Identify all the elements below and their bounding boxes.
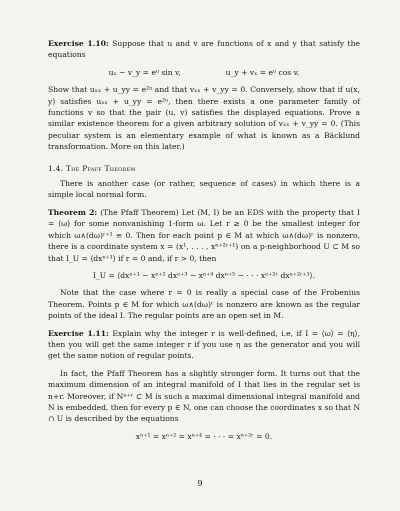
page-number: 9 — [197, 479, 203, 488]
exercise-1-11-paragraph — [48, 328, 360, 362]
section-heading: 1.4. The Pfaff Theorem — [48, 163, 136, 173]
theorem-2-paragraph — [48, 207, 360, 264]
final-paragraph: In fact, the Pfaff Theorem has a slightly stronger form. It turns out that the maximum dimension of an integral manifold of I that lies in the regular set is n+r. Moreover, if Nⁿ⁺ʳ ⊂ M is such a maximal dimensional integral manifold and N is embedded, then for every p ∈ N, one can choose the coordinates x so that N ∩ U is described by the equations — [48, 368, 360, 424]
section-intro: There is another case (or rather, sequence of cases) in which there is a simple local normal form. — [48, 179, 360, 200]
equation-left: uₓ − v_y = eᵘ sin v, — [108, 67, 181, 77]
theorem-2-body: (The Pfaff Theorem) Let (M, I) be an EDS with the property that I = ⟨ω⟩ for some nonvanishing 1-form ω. Let r ≥ 0 be the smallest integer for which ω∧(dω)ʳ⁺¹ ≡ 0. Then for each point p ∈ M at which ω∧(dω)ʳ is nonzero, there is a coordinate system x = (x¹, . . . , xⁿ⁺²ʳ⁺¹) on a p-neighborhood U ⊂ M so that I_U = ⟨dxⁿ⁺¹⟩ if r = 0 and, if r > 0, then — [48, 207, 360, 263]
exercise-1-10-body: Show that uₓₓ + u_yy = e²ᵘ and that vₓₓ + v_yy = 0. Conversely, show that if u(x, y) satisfies uₓₓ + u_yy = e²ᵘ, then there exists a one parameter family of functions v so that the pair (u, v) satisfies the displayed equations. Prove a similar existence theorem for a given arbitrary solution of vₓₓ + v_yy = 0. (This peculiar system is an elementary example of what is known as a Bäcklund transformation. More on this later.) — [48, 85, 360, 152]
pfaff-normal-form-equation: I_U = ⟨dxⁿ⁺¹ − xⁿ⁺² dxⁿ⁺³ − xⁿ⁺⁴ dxⁿ⁺⁵ − · · · xⁿ⁺²ʳ dxⁿ⁺²ʳ⁺¹⟩. — [92, 270, 316, 280]
equation-right: u_y + vₓ = eᵘ cos v. — [225, 67, 300, 77]
cauchy-riemann-equations — [48, 67, 360, 78]
theorem-2-heading: Theorem 2: — [48, 207, 98, 217]
exercise-1-11-heading: Exercise 1.11: — [48, 328, 109, 338]
exercise-1-10-heading: Exercise 1.10: — [48, 39, 109, 48]
exercise-1-11-body: Explain why the integer r is well-defined, i.e, if I = ⟨ω⟩ = ⟨η⟩, then you will get the same integer r if you use η as the generator and you will get the same notion of regular points. — [48, 328, 360, 361]
exercise-1-10-intro: Suppose that u and v are functions of x and y that satisfy the equations — [48, 39, 360, 60]
integral-manifold-equation: xⁿ⁺¹ = xⁿ⁺² = xⁿ⁺⁴ = · · · = xⁿ⁺²ʳ = 0. — [135, 431, 273, 441]
exercise-1-10-paragraph — [48, 38, 360, 61]
note-paragraph: Note that the case where r = 0 is really a special case of the Frobenius Theorem. Points p ∈ M for which ω∧(dω)ʳ is nonzero are known as the regular points of the ideal I. The regular points are an open set in M. — [48, 288, 360, 321]
